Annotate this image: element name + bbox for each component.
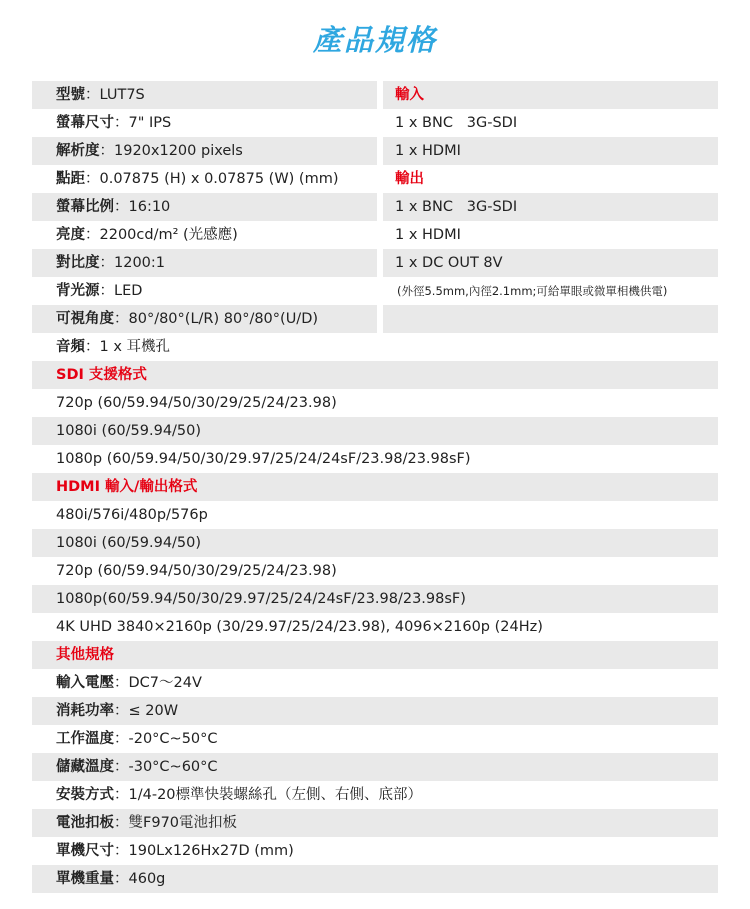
spec-value: 460g [128,871,166,887]
sdi-format: 720p (60/59.94/50/30/29/25/24/23.98) [56,395,337,411]
sdi-heading: SDI 支援格式 [56,367,147,383]
table-row [32,389,718,417]
spec-brightness [32,221,377,249]
spec-value: 1920x1200 pixels [114,143,243,159]
spec-battery-plate [32,809,718,837]
spec-label: 安裝方式 [56,787,114,803]
table-row [32,837,718,865]
separator: ： [114,871,129,887]
table-row [32,613,718,641]
table-row [32,249,718,277]
table-row [32,165,718,193]
output-item: 1 x HDMI [395,227,461,243]
spec-table [32,81,718,893]
spec-value: ≤ 20W [128,703,179,719]
spec-storage-temp [32,753,718,781]
table-row [32,333,718,361]
table-row [32,809,718,837]
spec-value: 1200:1 [114,255,166,271]
spec-label: 消耗功率 [56,703,114,719]
sdi-format: 1080i (60/59.94/50) [56,423,202,439]
separator: ： [114,675,129,691]
spec-model [32,81,377,109]
spec-backlight [32,277,377,305]
table-row [32,529,718,557]
spec-label: 螢幕尺寸 [56,115,114,131]
table-row [32,277,718,305]
spec-label: 工作溫度 [56,731,114,747]
spec-value: DC7～24V [128,675,202,691]
spec-value: 80°/80°(L/R) 80°/80°(U/D) [128,311,319,327]
spec-value: -30°C~60°C [128,759,218,775]
input-item: 1 x BNC 3G-SDI [395,115,518,131]
spec-weight [32,865,718,893]
table-row [32,725,718,753]
separator: ： [85,87,100,103]
hdmi-format: 480i/576i/480p/576p [56,507,208,523]
hdmi-heading: HDMI 輸入/輸出格式 [56,479,198,495]
separator: ： [85,227,100,243]
spec-label: 單機重量 [56,871,114,887]
table-row [32,557,718,585]
input-heading: 輸入 [395,87,424,103]
separator: ： [85,339,100,355]
spec-viewing-angle [32,305,377,333]
other-heading: 其他規格 [56,647,114,663]
spec-value: 0.07875 (H) x 0.07875 (W) (mm) [99,171,339,187]
table-row [32,753,718,781]
table-row [32,417,718,445]
spec-value: 1/4-20標準快裝螺絲孔（左側、右側、底部） [128,787,423,803]
table-row [32,137,718,165]
spec-value: -20°C~50°C [128,731,218,747]
spec-label: 背光源 [56,283,100,299]
page-title: 產品規格 [312,23,437,57]
table-row [32,697,718,725]
spec-value: 2200cd/m² (光感應) [99,227,238,243]
separator: ： [114,731,129,747]
spec-label: 電池扣板 [56,815,114,831]
separator: ： [99,283,114,299]
spec-value: LED [114,283,143,299]
spec-label: 亮度 [56,227,85,243]
spec-label: 單機尺寸 [56,843,114,859]
spec-label: 輸入電壓 [56,675,114,691]
output-item: 1 x BNC 3G-SDI [395,199,518,215]
table-row [32,361,718,389]
spec-label: 點距 [56,171,85,187]
hdmi-format: 4K UHD 3840×2160p (30/29.97/25/24/23.98), 4096×2160p (24Hz) [56,619,543,635]
empty-cell [383,305,718,333]
table-row [32,445,718,473]
table-row [32,193,718,221]
table-row [32,865,718,893]
output-note: (外徑5.5mm,內徑2.1mm;可給單眼或微單相機供電) [397,284,668,298]
spec-operating-temp [32,725,718,753]
table-row [32,221,718,249]
table-row [32,109,718,137]
table-row [32,305,718,333]
spec-label: 解析度 [56,143,100,159]
spec-label: 可視角度 [56,311,114,327]
separator: ： [114,311,129,327]
spec-screen-size [32,109,377,137]
spec-dimensions [32,837,718,865]
sdi-format: 1080p (60/59.94/50/30/29.97/25/24/24sF/23.98/23.98sF) [56,451,471,467]
spec-value: 1 x 耳機孔 [99,339,171,355]
empty-cell [383,333,718,361]
output-item: 1 x DC OUT 8V [395,255,503,271]
separator: ： [114,787,129,803]
input-item: 1 x HDMI [395,143,461,159]
separator: ： [114,115,129,131]
output-heading: 輸出 [395,171,424,187]
spec-label: 對比度 [56,255,100,271]
spec-contrast [32,249,377,277]
spec-aspect-ratio [32,193,377,221]
separator: ： [99,143,114,159]
hdmi-format: 720p (60/59.94/50/30/29/25/24/23.98) [56,563,337,579]
spec-label: 儲藏溫度 [56,759,114,775]
table-row [32,501,718,529]
separator: ： [114,815,129,831]
spec-value: LUT7S [99,87,145,103]
spec-value: 7" IPS [128,115,172,131]
separator: ： [114,703,129,719]
spec-audio [32,333,377,361]
hdmi-format: 1080i (60/59.94/50) [56,535,202,551]
spec-pixel-pitch [32,165,377,193]
spec-label: 螢幕比例 [56,199,114,215]
hdmi-format: 1080p(60/59.94/50/30/29.97/25/24/24sF/23.98/23.98sF) [56,591,466,607]
separator: ： [99,255,114,271]
spec-input-voltage [32,669,718,697]
separator: ： [85,171,100,187]
table-row [32,585,718,613]
spec-label: 音頻 [56,339,85,355]
table-row [32,669,718,697]
separator: ： [114,759,129,775]
spec-power [32,697,718,725]
separator: ： [114,843,129,859]
spec-resolution [32,137,377,165]
spec-value: 190Lx126Hx27D (mm) [128,843,294,859]
table-row [32,781,718,809]
table-row [32,641,718,669]
separator: ： [114,199,129,215]
spec-value: 雙F970電池扣板 [128,815,238,831]
spec-value: 16:10 [128,199,171,215]
spec-label: 型號 [56,87,85,103]
spec-mounting [32,781,718,809]
table-row [32,81,718,109]
table-row [32,473,718,501]
